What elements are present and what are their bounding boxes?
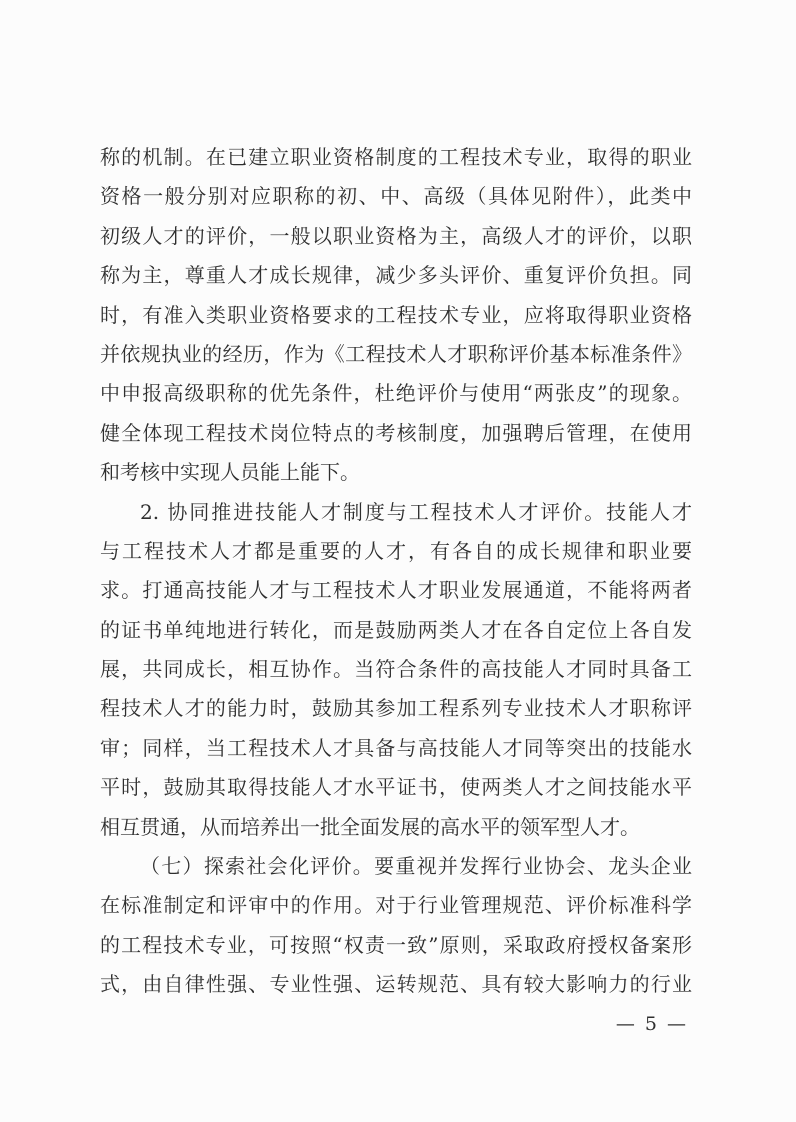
text-line: 2. 协同推进技能人才制度与工程技术人才评价。技能人才 (140, 499, 692, 524)
text-line: 与工程技术人才都是重要的人才，有各自的成长规律和职业要 (100, 538, 692, 563)
text-line: 在标准制定和评审中的作用。对于行业管理规范、评价标准科学 (100, 893, 692, 918)
text-line: 的证书单纯地进行转化，而是鼓励两类人才在各自定位上各自发 (100, 617, 692, 642)
text-line: 时，有准入类职业资格要求的工程技术专业，应将取得职业资格 (100, 302, 692, 327)
paragraph (100, 138, 692, 493)
text-line: 审；同样，当工程技术人才具备与高技能人才同等突出的技能水 (100, 735, 692, 760)
text-line: 展，共同成长，相互协作。当符合条件的高技能人才同时具备工 (100, 657, 692, 682)
text-line: （七）探索社会化评价。要重视并发挥行业协会、龙头企业 (140, 854, 692, 879)
page-number: — 5 — (615, 1013, 688, 1035)
text-line: 称为主，尊重人才成长规律，减少多头评价、重复评价负担。同 (100, 263, 692, 288)
paragraph (100, 493, 692, 848)
paragraph (100, 847, 692, 1005)
text-line: 和考核中实现人员能上能下。 (100, 460, 360, 485)
text-line: 资格一般分别对应职称的初、中、高级（具体见附件），此类中 (100, 184, 692, 209)
text-line: 求。打通高技能人才与工程技术人才职业发展通道，不能将两者 (100, 578, 692, 603)
text-line: 称的机制。在已建立职业资格制度的工程技术专业，取得的职业 (100, 145, 692, 169)
text-line: 相互贯通，从而培养出一批全面发展的高水平的领军型人才。 (100, 814, 640, 839)
text-line: 中申报高级职称的优先条件，杜绝评价与使用“两张皮”的现象。 (100, 381, 692, 406)
text-line: 程技术人才的能力时，鼓励其参加工程系列专业技术人才职称评 (100, 696, 692, 721)
text-line: 健全体现工程技术岗位特点的考核制度，加强聘后管理，在使用 (100, 420, 692, 445)
text-line: 平时，鼓励其取得技能人才水平证书，使两类人才之间技能水平 (100, 775, 692, 800)
text-line: 的工程技术专业，可按照“权责一致”原则，采取政府授权备案形 (100, 932, 692, 957)
document-body (100, 138, 692, 1005)
text-line: 并依规执业的经历，作为《工程技术人才职称评价基本标准条件》 (100, 341, 692, 366)
text-line: 式，由自律性强、专业性强、运转规范、具有较大影响力的行业 (100, 972, 692, 997)
text-line: 初级人才的评价，一般以职业资格为主，高级人才的评价，以职 (100, 223, 692, 248)
